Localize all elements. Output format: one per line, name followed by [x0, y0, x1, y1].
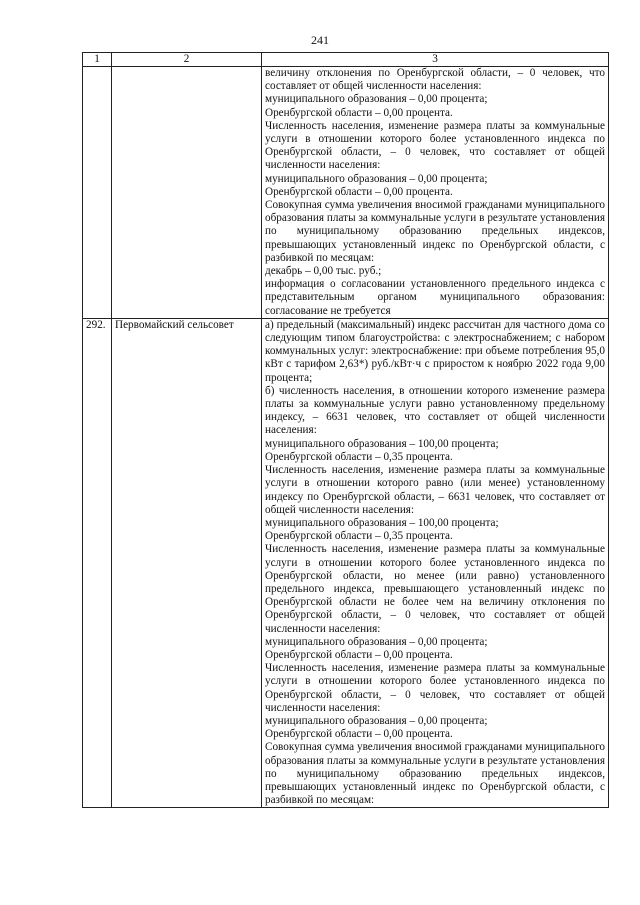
row-number: 292.	[83, 318, 112, 808]
paragraph: муниципального образования – 0,00 процента;	[265, 714, 488, 727]
data-table	[82, 52, 609, 808]
paragraph: Оренбургской области – 0,35 процента.	[265, 450, 453, 463]
paragraph: а) предельный (максимальный) индекс рассчитан для частного дома со следующим типом благоустройства: с электроснабжением; с набором коммунальных услуг: электроснабжение: при объеме потребления 95,0 кВт с тарифом 2,63*) руб./кВт·ч с приростом к ноябрю 2022 года 9,00 процента;	[265, 318, 605, 384]
municipality-name: Первомайский сельсовет	[112, 318, 262, 808]
paragraph: Численность населения, изменение размера платы за коммунальные услуги в отношении которого более установленного индекса по Оренбургской области, – 0 человек, что составляет от общей численности населения:	[265, 662, 605, 714]
table-row	[83, 318, 609, 808]
municipality-name	[112, 67, 262, 319]
paragraph: Оренбургской области – 0,00 процента.	[265, 185, 453, 198]
paragraph: декабрь – 0,00 тыс. руб.;	[265, 265, 382, 278]
paragraph: муниципального образования – 0,00 процента;	[265, 93, 488, 106]
paragraph: Оренбургской области – 0,35 процента.	[265, 530, 453, 543]
paragraph: Оренбургской области – 0,00 процента.	[265, 728, 453, 741]
paragraph: Совокупная сумма увеличения вносимой гражданами муниципального образования платы за коммунальные услуги в результате установления по муниципальному образованию предельных индексов, превышающих установленный индекс по Оренбургской области, с разбивкой по месяцам:	[265, 199, 605, 264]
paragraph: величину отклонения по Оренбургской области, – 0 человек, что составляет от общей численности населения:	[265, 67, 605, 93]
paragraph: муниципального образования – 100,00 процента;	[265, 516, 499, 529]
column-header: 1	[83, 53, 112, 67]
paragraph: Оренбургской области – 0,00 процента.	[265, 106, 453, 119]
page-number: 241	[311, 33, 329, 47]
row-number	[83, 67, 112, 319]
paragraph: б) численность населения, в отношении которого изменение размера платы за коммунальные услуги равно установленному предельному индексу, – 6631 человек, что составляет от общей численности населения:	[265, 384, 605, 437]
paragraph: муниципального образования – 0,00 процента;	[265, 635, 488, 648]
paragraph: Оренбургской области – 0,00 процента.	[265, 648, 453, 661]
paragraph: Численность населения, изменение размера платы за коммунальные услуги в отношении которого более установленного индекса по Оренбургской области, – 0 человек, что составляет от общей численности населения:	[265, 119, 605, 172]
column-header: 2	[112, 53, 262, 67]
table-header-row	[83, 53, 609, 67]
table-row	[83, 67, 609, 319]
paragraph: Совокупная сумма увеличения вносимой гражданами муниципального образования платы за коммунальные услуги в результате установления по муниципальному образованию предельных индексов, превышающих установленный индекс по Оренбургской области, с разбивкой по месяцам:	[265, 741, 605, 807]
paragraph: Численность населения, изменение размера платы за коммунальные услуги в отношении которого более установленного индекса по Оренбургской области, но менее (или равно) установленного предельного индекса, превышающего установленный индекс по Оренбургской области не более чем на величину отклонения по Оренбургской области, – 0 человек, что составляет от общей численности населения:	[265, 543, 605, 635]
paragraph: информация о согласовании установленного предельного индекса с представительным органом муниципального образования: согласование не требуется	[265, 278, 605, 317]
paragraph: муниципального образования – 0,00 процента;	[265, 172, 488, 185]
paragraph: муниципального образования – 100,00 процента;	[265, 437, 499, 450]
description-cell	[262, 318, 609, 808]
description-cell	[262, 67, 609, 319]
paragraph: Численность населения, изменение размера платы за коммунальные услуги в отношении которого равно (или менее) установленному индексу по Оренбургской области, – 6631 человек, что составляет от общей численности населения:	[265, 464, 605, 516]
column-header: 3	[262, 53, 609, 67]
